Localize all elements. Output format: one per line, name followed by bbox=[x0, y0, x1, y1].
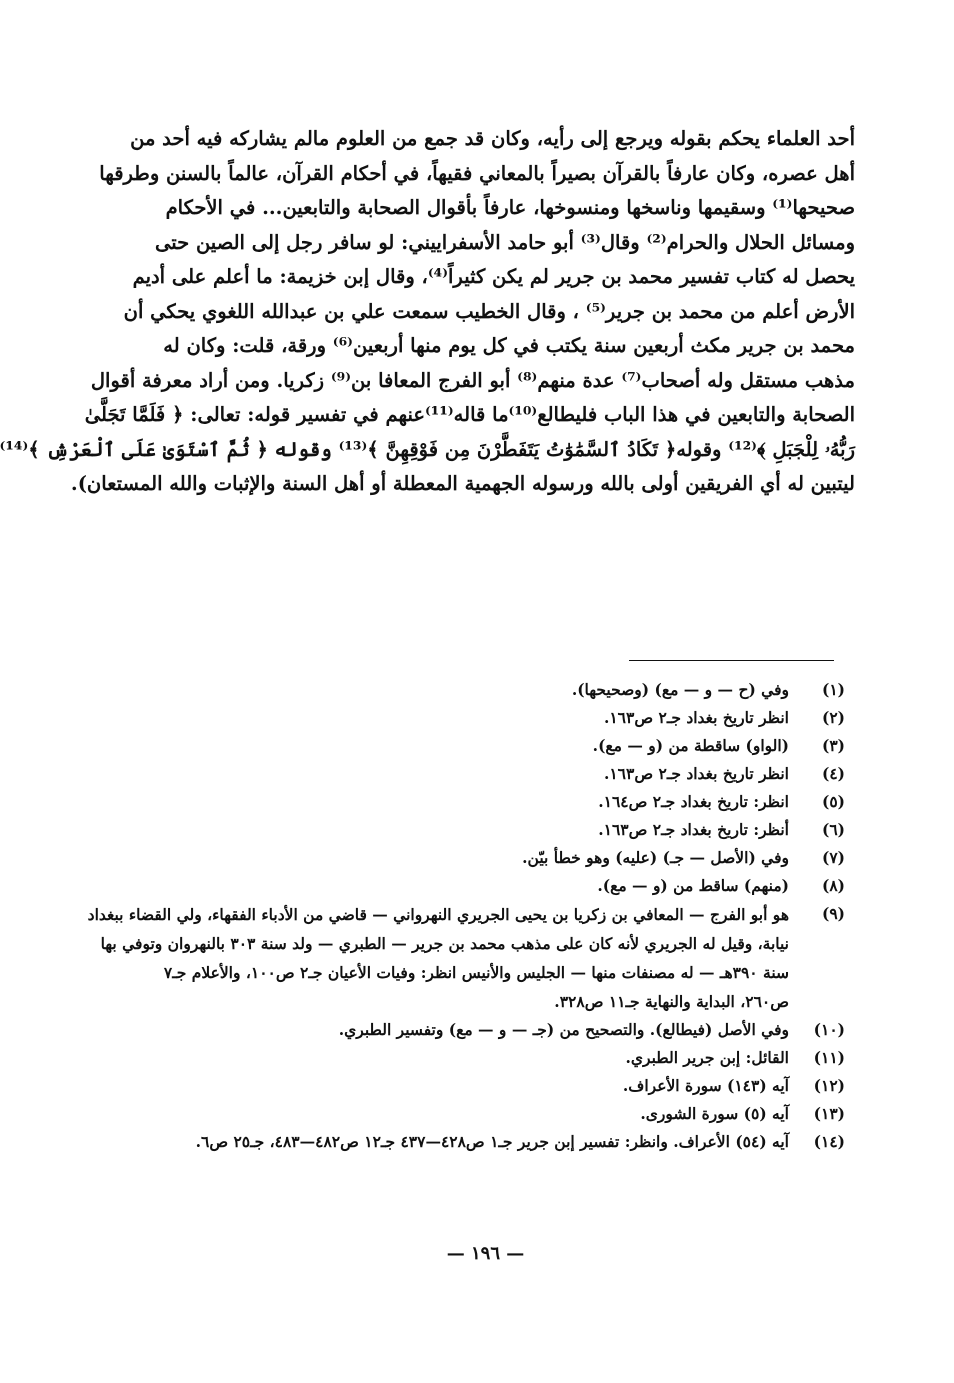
footnote-line: سنة ٣٩٠هـ — له مصنفات منها — الجليس والأنيس انظر: وفيات الأعيان جـ٢ ص١٠٠، والأعلام جـ٧ bbox=[163, 963, 789, 982]
footnote-4 bbox=[87, 760, 845, 788]
footnote-text: وفي (الأصل — جـ) (عليه) وهو خطأ بيّن. bbox=[522, 848, 789, 867]
body-line-6: الأرض أعلم من محمد بن جرير⁽⁵⁾ ، وقال الخطيب سمعت علي بن عبدالله اللغوي يحكي أن bbox=[123, 299, 855, 323]
footnote-1 bbox=[87, 676, 845, 704]
footnote-text: انظر: تاريخ بغداد جـ٢ ص١٦٤. bbox=[598, 792, 789, 811]
footnote-text: وفي (ح — و — مع) (وصحيحها). bbox=[571, 680, 789, 699]
footnote-text: انظر تاريخ بغداد جـ٢ ص١٦٣. bbox=[603, 708, 789, 727]
footnote-text: (منهم) ساقط من (و — مع). bbox=[597, 876, 789, 895]
body-line-1: أحد العلماء يحكم بقوله ويرجع إلى رأيه، وكان قد جمع من العلوم مالم يشاركه فيه أحد من bbox=[130, 127, 855, 150]
footnote-text: آيه (٥٤) الأعراف. وانظر: تفسير إبن جرير جـ١ ص٤٢٨—٤٣٧ جـ١٢ ص٤٨٢—٤٨٣، جـ٢٥ ص٦. bbox=[195, 1132, 789, 1151]
footnote-11 bbox=[87, 1044, 845, 1072]
footnote-text: آيه (١٤٣) سورة الأعراف. bbox=[622, 1076, 789, 1095]
body-line-10-quran-verses: رَبُّهُۥ لِلْجَبَلِ ﴾⁽¹²⁾ وقوله﴿ تَكَادُ ٱلسَّمَٰوَٰتُ يَتَفَطَّرْنَ مِن فَوْقِهِنَّ ﴾⁽¹³⁾ وقوله ﴿ ثُمَّ ٱسْتَوَىٰ عَلَى ٱلْعَرْشِ ﴾⁽¹⁴⁾ bbox=[0, 437, 855, 461]
footnote-number: (٣) bbox=[821, 736, 845, 755]
footnote-14 bbox=[87, 1128, 845, 1156]
footnote-3 bbox=[87, 732, 845, 760]
footnote-text bbox=[87, 900, 789, 1016]
footnote-line: ص٢٦٠، البداية والنهاية جـ١١ ص٣٢٨. bbox=[554, 992, 789, 1011]
footnote-text: أنظر: تاريخ بغداد جـ٢ ص١٦٣. bbox=[598, 820, 789, 839]
footnote-7 bbox=[87, 844, 845, 872]
body-line-7: محمد بن جرير مكث أربعين سنة يكتب في كل يوم منها أربعين⁽⁶⁾ ورقة، قلت: وكان له bbox=[163, 334, 855, 357]
footnote-number: (٢) bbox=[821, 708, 845, 727]
footnote-number: (١١) bbox=[813, 1048, 845, 1067]
footnote-number: (١٤) bbox=[813, 1132, 845, 1151]
footnote-number: (٥) bbox=[821, 792, 845, 811]
footnote-2 bbox=[87, 704, 845, 732]
footnote-number: (١٢) bbox=[813, 1076, 845, 1095]
footnote-number: (٦) bbox=[821, 820, 845, 839]
footnote-text: آيه (٥) سورة الشورى. bbox=[640, 1104, 789, 1123]
body-line-11: ليتبين له أي الفريقين أولى بالله ورسوله الجهمية المعطلة أو أهل السنة والإثبات والله المستعان). bbox=[70, 472, 855, 495]
body-line-8: مذهب مستقل وله أصحاب⁽⁷⁾ عدة منهم⁽⁸⁾ أبو الفرج المعافا بن⁽⁹⁾ زكريا. ومن أراد معرفة أقوال bbox=[90, 368, 855, 392]
footnote-10 bbox=[87, 1016, 845, 1044]
body-line-3: صحيحها⁽¹⁾ وسقيمها وناسخها ومنسوخها، عارفاً بأقوال الصحابة والتابعين... في الأحكام bbox=[165, 196, 855, 219]
footnote-text: وفي الأصل (فيطالع). والتصحيح من (جـ — و — مع) وتفسير الطبري. bbox=[338, 1020, 789, 1039]
footnote-9 bbox=[87, 900, 845, 1016]
footnote-number: (٧) bbox=[821, 848, 845, 867]
body-line-4: ومسائل الحلال والحرام⁽²⁾ وقال⁽³⁾ أبو حامد الأسفراييني: لو سافر رجل إلى الصين حتى bbox=[154, 230, 855, 254]
footnote-8 bbox=[87, 872, 845, 900]
footnote-number: (٨) bbox=[821, 876, 845, 895]
footnote-number: (٤) bbox=[821, 764, 845, 783]
footnote-separator-rule bbox=[629, 660, 834, 661]
footnote-line: نيابة، وقيل له الجريري لأنه كان على مذهب محمد بن جرير — الطبري — ولد سنة ٣٠٣ بالنهروان وتوفي بها bbox=[100, 934, 789, 953]
footnotes-section bbox=[87, 676, 845, 1156]
body-line-2: أهل عصره، وكان عارفاً بالقرآن بصيراً بالمعاني فقيهاً، في أحكام القرآن، عالماً بالسنن وطرقها bbox=[99, 161, 855, 185]
footnote-text: انظر تاريخ بغداد جـ٢ ص١٦٣. bbox=[603, 764, 789, 783]
footnote-6 bbox=[87, 816, 845, 844]
footnote-5 bbox=[87, 788, 845, 816]
footnote-number: (٩) bbox=[821, 904, 845, 923]
footnote-text: (الواو) ساقطة من (و — مع). bbox=[592, 736, 789, 755]
footnote-number: (١) bbox=[821, 680, 845, 699]
footnote-line: هو أبو الفرج — المعافي بن زكريا بن يحيى الجريري النهرواني — قاضي من الأدباء الفقهاء، ولي القضاء ببغداد bbox=[87, 905, 789, 924]
main-body-text bbox=[0, 122, 855, 502]
footnote-number: (١٣) bbox=[813, 1104, 845, 1123]
page-number: — ١٩٦ — bbox=[446, 1243, 525, 1264]
footnote-13 bbox=[87, 1100, 845, 1128]
footnote-12 bbox=[87, 1072, 845, 1100]
body-line-5: يحصل له كتاب تفسير محمد بن جرير لم يكن كثيراً⁽⁴⁾، وقال إبن خزيمة: ما أعلم على أديم bbox=[132, 265, 855, 288]
body-line-9: الصحابة والتابعين في هذا الباب فليطالع⁽¹⁰⁾ما قاله⁽¹¹⁾عنهم في تفسير قوله: تعالى: ﴿ فَلَمَّا تَجَلَّىٰ bbox=[84, 403, 855, 426]
footnote-text: القائل: إبن جرير الطبري. bbox=[625, 1048, 789, 1067]
footnote-number: (١٠) bbox=[813, 1020, 845, 1039]
